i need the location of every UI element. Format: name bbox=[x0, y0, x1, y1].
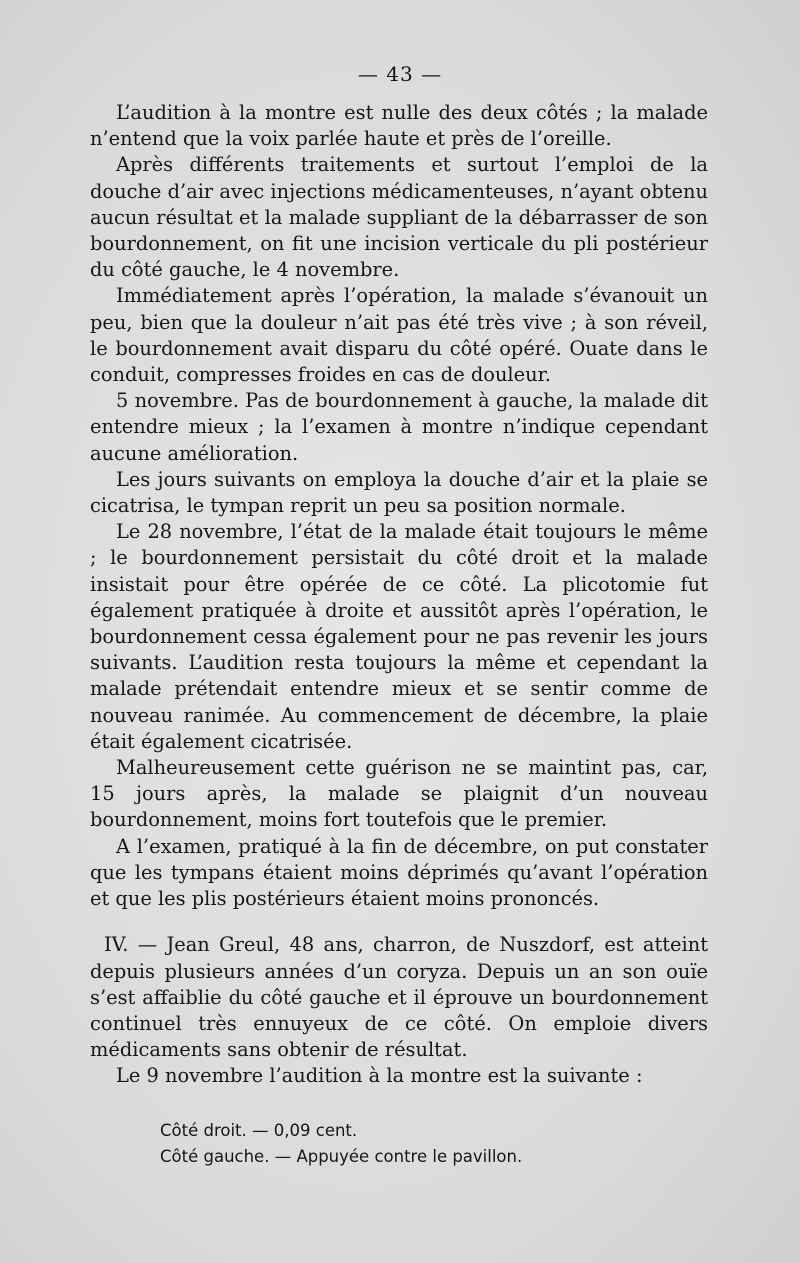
paragraph: Immédiatement après l’opération, la malade s’évanouit un peu, bien que la douleur n’ait pas été très vive ; à son réveil, le bourdonnement avait disparu du côté opéré. Ouate dans le conduit, compresses froides en cas de douleur. bbox=[90, 284, 708, 387]
paragraph: L’audition à la montre est nulle des deux côtés ; la malade n’entend que la voix parlée haute et près de l’oreille. bbox=[90, 101, 708, 151]
paragraph: A l’examen, pratiqué à la fin de décembre, on put constater que les tympans étaient moins déprimés qu’avant l’opération et que les plis postérieurs étaient moins prononcés. bbox=[90, 834, 708, 911]
paragraph: 5 novembre. Pas de bourdonnement à gauche, la malade dit entendre mieux ; la l’examen à montre n’indique cependant aucune amélioration. bbox=[90, 389, 708, 465]
measurement-left: Côté gauche. — Appuyée contre le pavillon. bbox=[160, 1147, 523, 1166]
measurement-right: Côté droit. — 0,09 cent. bbox=[160, 1121, 358, 1140]
page-number: — 43 — bbox=[357, 62, 443, 86]
paragraph: Le 28 novembre, l’état de la malade était toujours le même ; le bourdonnement persistait du côté droit et la malade insistait pour être opérée de ce côté. La plicotomie fut également pratiquée à droite et aussitôt après l’opération, le bourdonnement cessa également pour ne pas revenir les jours suivants. L’audition resta toujours la même et cependant la malade prétendait entendre mieux et se sentir comme de nouveau ranimée. Au commencement de décembre, la plaie était également cicatrisée. bbox=[90, 520, 708, 753]
case-paragraph: IV. — Jean Greul, 48 ans, charron, de Nuszdorf, est atteint depuis plusieurs années d’un coryza. Depuis un an son ouïe s’est affaiblie du côté gauche et il éprouve un bourdonnement continuel très ennuyeux de ce côté. On emploie divers médicaments sans obtenir de résultat. bbox=[90, 933, 708, 1062]
body-text bbox=[90, 100, 708, 1090]
hearing-measurements bbox=[160, 1118, 522, 1170]
paragraph: Malheureusement cette guérison ne se maintint pas, car, 15 jours après, la malade se plaignit d’un nouveau bourdonnement, moins fort toutefois que le premier. bbox=[90, 756, 708, 832]
paragraph: Les jours suivants on employa la douche d’air et la plaie se cicatrisa, le tympan reprit un peu sa position normale. bbox=[90, 467, 708, 518]
paragraph: Le 9 novembre l’audition à la montre est la suivante : bbox=[116, 1064, 643, 1088]
paragraph: Après différents traitements et surtout l’emploi de la douche d’air avec injections médicamenteuses, n’ayant obtenu aucun résultat et la malade suppliant de la débarrasser de son bourdonnement, on fit une incision verticale du pli postérieur du côté gauche, le 4 novembre. bbox=[90, 153, 708, 282]
